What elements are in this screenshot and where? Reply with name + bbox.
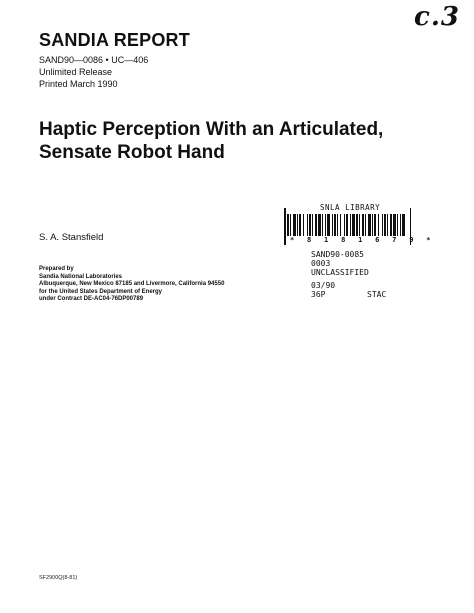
barcode-bar [359,214,360,236]
barcode-bar [340,214,341,236]
report-title: SANDIA REPORT [39,30,190,50]
barcode-bar [372,214,373,236]
barcode-bar [382,214,383,236]
library-report-number: SAND90-0085 [311,250,364,259]
barcode-bar [344,214,345,236]
barcode-bar [390,214,392,236]
contract-number: under Contract DE-AC04-76DP00789 [39,296,144,302]
form-code: SF2900Q(8-81) [39,575,78,581]
barcode-bar [307,214,308,236]
barcode-bar [384,214,386,236]
print-date: Printed March 1990 [39,79,118,89]
prepared-for: for the United States Department of Energy [39,288,163,295]
handwritten-copy-mark: c.3 [414,2,460,32]
document-title [39,118,383,164]
barcode-bar [312,214,313,236]
barcode-bar [402,214,405,236]
barcode-bar [387,214,388,236]
prepared-by-address: Albuquerque, New Mexico 87185 and Livermore, California 94550 [39,281,225,287]
barcode-bar [299,214,301,236]
barcode-bar [374,214,376,236]
barcode-bar [362,214,364,236]
library-heading: SNLA LIBRARY [320,203,381,212]
barcode-bar [287,214,289,236]
document-title-line-1: Haptic Perception With an Articulated, [39,119,384,140]
author: S. A. Stansfield [39,232,104,243]
barcode-bar [325,214,326,236]
barcode-bar [315,214,317,236]
barcode-bar [352,214,355,236]
barcode-bar [365,214,366,236]
barcode-bar [309,214,311,236]
barcode-bar [334,214,336,236]
barcode-bar [337,214,338,236]
barcode-bar [378,214,379,236]
release-status: Unlimited Release [39,67,113,77]
document-title-line-2: Sensate Robot Hand [39,142,225,163]
library-pages: 36P [311,290,326,299]
barcode-bar [393,214,396,236]
barcode-bar [303,214,304,236]
barcode-bar [400,214,401,236]
barcode-bar [297,214,298,236]
library-code: STAC [367,290,387,299]
barcode-bar [356,214,358,236]
library-classification: UNCLASSIFIED [311,268,369,277]
barcode-bar [368,214,371,236]
barcode-bar [346,214,348,236]
barcode-bar [290,214,291,236]
barcode-bar [322,214,323,236]
prepared-by-block [39,266,224,304]
barcode-bar [293,214,296,236]
barcode-bar [397,214,398,236]
barcode-number: * 8 1 8 1 6 7 9 * [290,236,435,244]
report-number: SAND90—0086 • UC—406 [39,55,149,65]
barcode-bar [327,214,330,236]
prepared-by-org: Sandia National Laboratories [39,273,123,280]
barcode [287,214,405,236]
library-date: 03/90 [311,281,336,290]
prepared-by-label: Prepared by [39,266,74,272]
barcode-bar [332,214,333,236]
library-copy-number: 0003 [311,259,331,268]
barcode-bar [350,214,351,236]
barcode-bar [318,214,321,236]
